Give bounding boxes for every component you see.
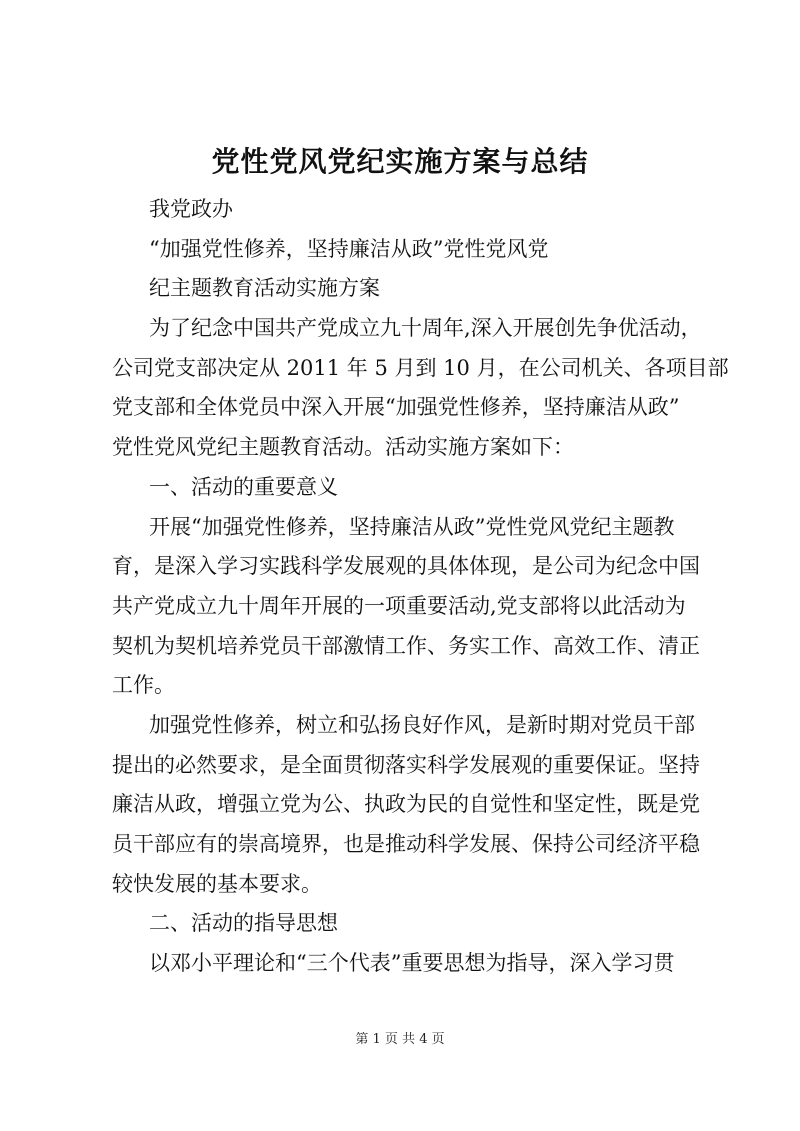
paragraph-line: 我党政办 (149, 197, 233, 221)
section-heading: 二、活动的指导思想 (149, 911, 338, 936)
paragraph-line: 开展“加强党性修养，坚持廉洁从政”党性党风党纪主题教 (149, 514, 675, 539)
paragraph-line: 契机为契机培养党员干部激情工作、务实工作、高效工作、清正 (112, 633, 700, 658)
paragraph-line: 共产党成立九十周年开展的一项重要活动,党支部将以此活动为 (112, 593, 686, 618)
section-heading: 一、活动的重要意义 (149, 474, 338, 499)
paragraph-line: 提出的必然要求，是全面贯彻落实科学发展观的重要保证。坚持 (112, 752, 700, 777)
paragraph-line: 育，是深入学习实践科学发展观的具体体现，是公司为纪念中国 (112, 554, 700, 579)
paragraph-line: 廉洁从政，增强立党为公、执政为民的自觉性和坚定性，既是党 (112, 792, 700, 817)
document-title: 党性党风党纪实施方案与总结 (211, 145, 589, 178)
page-footer: 第 1 页 共 4 页 (355, 1032, 445, 1047)
paragraph-line: 党支部和全体党员中深入开展“加强党性修养，坚持廉洁从政” (112, 395, 680, 420)
paragraph-line: 工作。 (112, 673, 175, 698)
paragraph-line: 党性党风党纪主题教育活动。活动实施方案如下： (112, 435, 574, 460)
paragraph-line: 为了纪念中国共产党成立九十周年,深入开展创先争优活动， (149, 316, 702, 341)
paragraph-line: 纪主题教育活动实施方案 (149, 276, 380, 301)
paragraph-line: 以邓小平理论和“三个代表”重要思想为指导，深入学习贯 (149, 951, 675, 976)
paragraph-line: 公司党支部决定从 2011 年 5 月到 10 月，在公司机关、各项目部 (112, 355, 729, 380)
paragraph-line: 加强党性修养，树立和弘扬良好作风，是新时期对党员干部 (149, 712, 695, 737)
paragraph-line: “加强党性修养，坚持廉洁从政”党性党风党 (149, 236, 549, 261)
document-body (112, 190, 729, 984)
paragraph-line: 员干部应有的崇高境界，也是推动科学发展、保持公司经济平稳 (112, 832, 700, 856)
paragraph-line: 较快发展的基本要求。 (112, 871, 322, 896)
